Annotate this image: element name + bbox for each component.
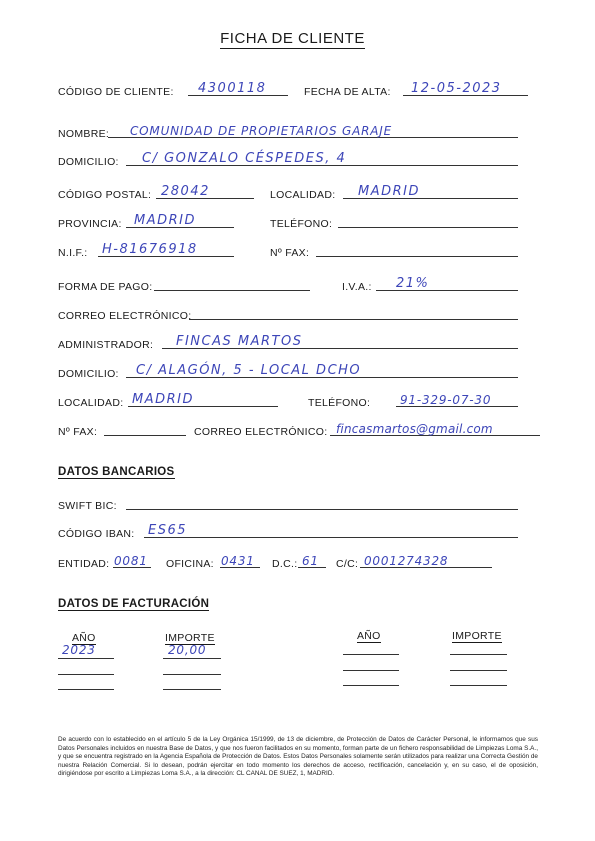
telefono-label: TELÉFONO: xyxy=(270,218,333,230)
fact-line xyxy=(163,689,221,690)
nombre-label: NOMBRE: xyxy=(58,128,110,140)
entidad-label: ENTIDAD: xyxy=(58,558,110,570)
adm-localidad-value: MADRID xyxy=(132,392,194,407)
ano-header-left: AÑO xyxy=(72,632,96,644)
fact-line xyxy=(58,674,114,675)
cc-label: C/C: xyxy=(336,558,359,570)
fax-line xyxy=(316,256,518,257)
provincia-value: MADRID xyxy=(134,213,196,228)
fact-importe-value-1: 20,00 xyxy=(168,643,207,657)
fact-line xyxy=(343,685,399,686)
localidad-value: MADRID xyxy=(358,184,420,199)
adm-correo-label: CORREO ELECTRÓNICO: xyxy=(194,426,328,438)
importe-header-left: IMPORTE xyxy=(165,632,215,644)
fact-line xyxy=(450,670,507,671)
fax-label: Nº FAX: xyxy=(270,247,310,259)
form-title: FICHA DE CLIENTE xyxy=(220,30,365,47)
row-entidad xyxy=(58,554,538,570)
codigo-cliente-label: CÓDIGO DE CLIENTE: xyxy=(58,86,174,98)
row-adm-domicilio xyxy=(58,364,538,380)
localidad-label: LOCALIDAD: xyxy=(270,189,336,201)
provincia-label: PROVINCIA: xyxy=(58,218,122,230)
legal-notice: De acuerdo con lo establecido en el artículo 5 de la Ley Orgánica 15/1999, de 13 de diciembre, de Protección de Datos de Carácter Personal, le informamos que sus Datos Personales incluidos en nuestra Base de Datos, y que nos fueron facilitados en su momento, forman parte de un fichero responsabilidad de Limpiezas Loma S.A., y que se encuentra registrado en la Agencia Española de Protección de Datos. Estos Datos Personales solamente serán utilizados para realizar una Correcta Gestión de nuestra Relación Comercial. Si lo desean, podrán ejercitar en todo momento los derechos de acceso, rectificación, cancelación y, en su caso, el de oposición, dirigiéndose por escrito a Limpiezas Loma S.A., a la dirección: CL CANAL DE SUEZ, 1, MADRID. xyxy=(58,736,538,778)
fact-line xyxy=(163,658,221,659)
row-adm-localidad-telefono xyxy=(58,393,538,409)
cc-value: 0001274328 xyxy=(364,554,449,568)
iban-label: CÓDIGO IBAN: xyxy=(58,528,135,540)
row-nif-fax xyxy=(58,243,538,259)
fact-line xyxy=(343,654,399,655)
nombre-value: COMUNIDAD DE PROPIETARIOS GARAJE xyxy=(130,124,392,138)
administrador-label: ADMINISTRADOR: xyxy=(58,339,154,351)
codigo-postal-value: 28042 xyxy=(161,184,210,199)
row-adm-fax-correo xyxy=(58,422,548,438)
forma-pago-label: FORMA DE PAGO: xyxy=(58,281,153,293)
adm-telefono-label: TELÉFONO: xyxy=(308,397,371,409)
dc-label: D.C.: xyxy=(272,558,298,570)
iva-label: I.V.A.: xyxy=(342,281,372,293)
adm-fax-label: Nº FAX: xyxy=(58,426,98,438)
adm-correo-value: fincasmartos@gmail.com xyxy=(336,422,493,436)
fecha-alta-value: 12-05-2023 xyxy=(411,81,502,96)
datos-bancarios-heading: DATOS BANCARIOS xyxy=(58,466,175,478)
iva-value: 21% xyxy=(396,276,430,291)
row-provincia-telefono xyxy=(58,214,538,230)
iban-value: ES65 xyxy=(148,523,188,538)
row-swift xyxy=(58,496,538,512)
row-cp-localidad xyxy=(58,185,538,201)
oficina-value: 0431 xyxy=(221,554,255,568)
fact-ano-value-1: 2023 xyxy=(62,643,96,657)
correo-line xyxy=(189,319,518,320)
adm-domicilio-value: C/ ALAGÓN, 5 - LOCAL DCHO xyxy=(136,363,362,378)
row-administrador xyxy=(58,335,538,351)
adm-fax-line xyxy=(104,435,186,436)
ano-header-right: AÑO xyxy=(357,630,381,642)
adm-localidad-label: LOCALIDAD: xyxy=(58,397,124,409)
row-pago-iva xyxy=(58,277,538,293)
row-iban xyxy=(58,524,538,540)
dc-value: 61 xyxy=(302,554,319,568)
telefono-line xyxy=(338,227,518,228)
domicilio-label: DOMICILIO: xyxy=(58,156,119,168)
row-codigo-fecha xyxy=(58,82,538,98)
swift-label: SWIFT BIC: xyxy=(58,500,117,512)
fecha-alta-label: FECHA DE ALTA: xyxy=(304,86,391,98)
domicilio-value: C/ GONZALO CÉSPEDES, 4 xyxy=(142,151,347,166)
entidad-value: 0081 xyxy=(114,554,148,568)
codigo-postal-label: CÓDIGO POSTAL: xyxy=(58,189,152,201)
fact-line xyxy=(163,674,221,675)
datos-facturacion-heading: DATOS DE FACTURACIÓN xyxy=(58,598,210,610)
administrador-value: FINCAS MARTOS xyxy=(176,334,303,349)
importe-header-right: IMPORTE xyxy=(452,630,502,642)
fact-line xyxy=(343,670,399,671)
codigo-cliente-value: 4300118 xyxy=(198,81,267,96)
swift-line xyxy=(126,509,518,510)
iban-line xyxy=(144,537,518,538)
forma-pago-line xyxy=(154,290,310,291)
row-nombre xyxy=(58,124,538,140)
row-correo xyxy=(58,306,538,322)
adm-domicilio-label: DOMICILIO: xyxy=(58,368,119,380)
fact-line xyxy=(450,654,507,655)
oficina-label: OFICINA: xyxy=(166,558,214,570)
row-domicilio xyxy=(58,152,538,168)
correo-label: CORREO ELECTRÓNICO: xyxy=(58,310,192,322)
fact-line xyxy=(58,689,114,690)
nif-value: H-81676918 xyxy=(102,242,198,257)
fact-line xyxy=(58,658,114,659)
adm-telefono-value: 91-329-07-30 xyxy=(400,393,492,407)
fact-line xyxy=(450,685,507,686)
nif-label: N.I.F.: xyxy=(58,247,88,259)
